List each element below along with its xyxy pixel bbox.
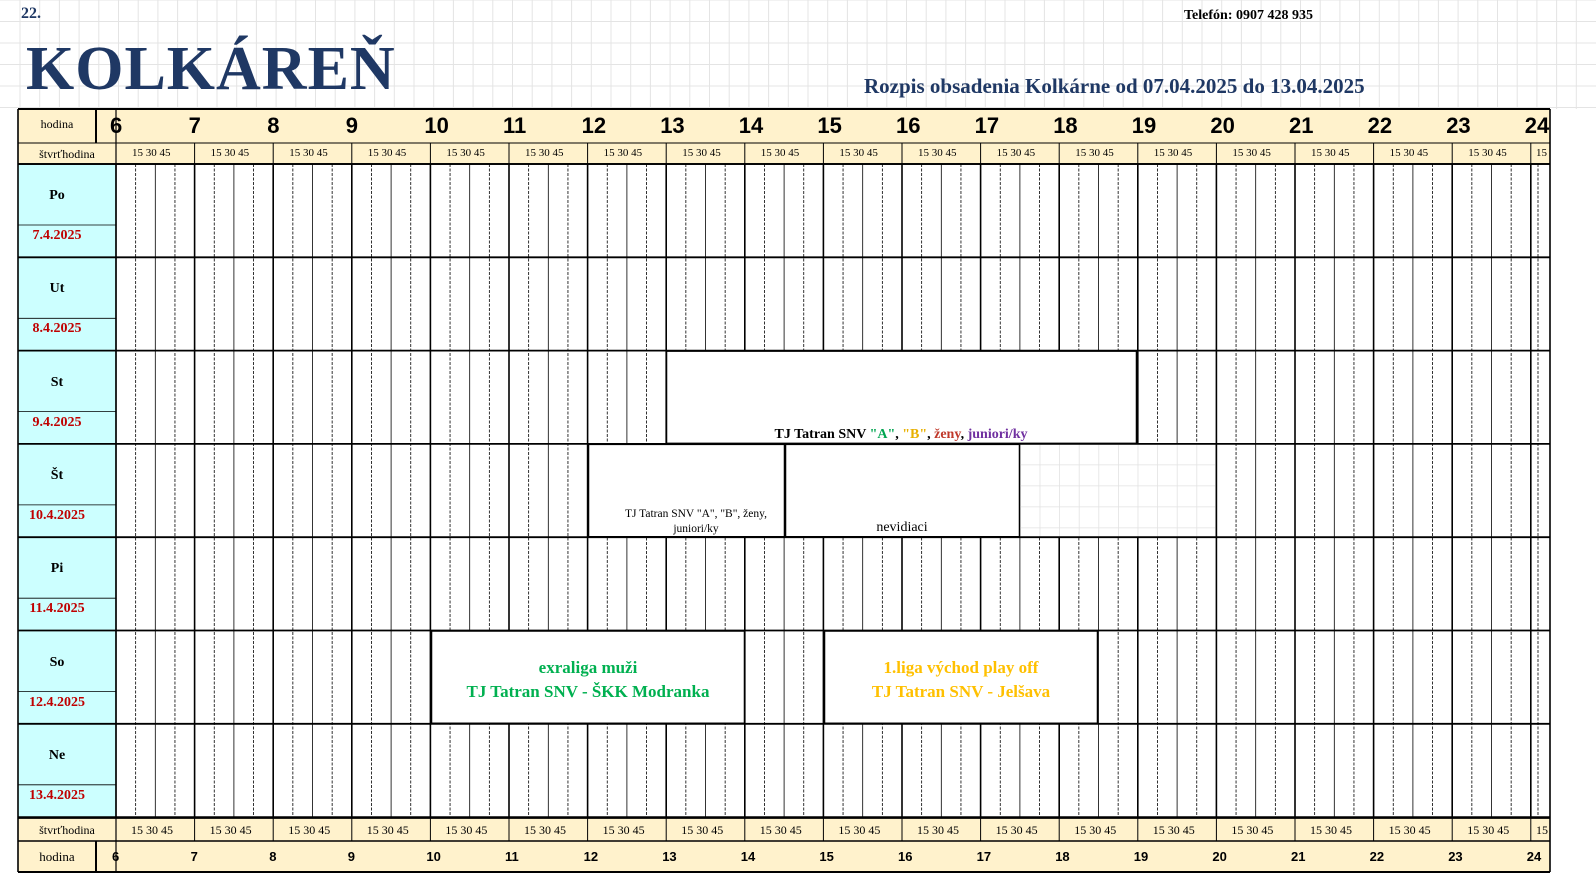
quarter-header-marks: 15 30 45 xyxy=(1232,147,1271,159)
day-name-0: Po xyxy=(49,188,65,203)
hour-header-label-21: 21 xyxy=(1289,113,1314,138)
hour-footer-label-19: 19 xyxy=(1133,849,1149,864)
hour-footer-label-24: 24 xyxy=(1526,849,1542,864)
hour-header-label-8: 8 xyxy=(267,113,280,138)
hour-footer-label-18: 18 xyxy=(1055,849,1070,864)
hour-header-label-12: 12 xyxy=(581,113,607,138)
quarter-header-marks: 15 30 45 xyxy=(367,147,407,159)
hour-header-label-6: 6 xyxy=(110,113,123,138)
quarter-header-marks: 15 30 45 xyxy=(760,147,800,159)
hour-footer-label-20: 20 xyxy=(1212,849,1227,864)
quarter-footer-marks: 15 30 45 xyxy=(995,823,1038,837)
hour-header-label-22: 22 xyxy=(1367,113,1393,138)
quarter-footer-marks: 15 30 45 xyxy=(602,823,645,837)
quarter-header-marks: 15 30 45 xyxy=(682,147,721,159)
quarter-footer-marks: 15 30 45 xyxy=(1074,823,1117,837)
event-so-extraliga xyxy=(431,656,745,704)
hour-footer-label-21: 21 xyxy=(1291,849,1306,864)
event-so-liga-match: TJ Tatran SNV - Jelšava xyxy=(871,682,1051,701)
day-name-2: St xyxy=(50,374,64,390)
day-name-1: Ut xyxy=(49,281,65,297)
day-date-6: 13.4.2025 xyxy=(29,787,85,803)
hour-header-label-10: 10 xyxy=(424,113,449,138)
page-title: KOLKÁREŇ xyxy=(26,35,396,103)
quarter-header-marks: 15 30 45 xyxy=(525,147,564,159)
day-name-5: So xyxy=(49,654,65,670)
event-st-sep: , xyxy=(895,427,903,442)
event-st-juniors: juniori/ky xyxy=(967,427,1028,442)
page-subtitle: Rozpis obsadenia Kolkárne od 07.04.2025 do 13.04.2025 xyxy=(864,74,1365,98)
hour-footer-label-23: 23 xyxy=(1448,849,1463,864)
day-date-3: 10.4.2025 xyxy=(29,507,85,523)
hour-header-label-24: 24 xyxy=(1524,113,1550,138)
hour-footer-label-13: 13 xyxy=(662,849,677,864)
quarter-header-marks: 15 30 45 xyxy=(1153,147,1193,159)
event-so-extraliga-match: TJ Tatran SNV - ŠKK Modranka xyxy=(466,682,710,701)
hour-header-label-11: 11 xyxy=(503,113,527,138)
hour-header-label-7: 7 xyxy=(188,113,201,138)
quarter-footer-marks: 15 30 45 xyxy=(917,823,959,837)
event-stv-nevidiaci: nevidiaci xyxy=(876,520,928,535)
day-name-3: Št xyxy=(50,467,64,483)
day-name-6: Ne xyxy=(48,747,66,763)
hour-footer-label-7: 7 xyxy=(190,849,198,864)
quarter-footer-marks: 15 30 45 xyxy=(1231,823,1274,837)
quarter-header-marks: 15 30 45 xyxy=(839,147,878,159)
hour-footer-label-16: 16 xyxy=(898,849,913,864)
hour-header-label-13: 13 xyxy=(660,113,685,138)
event-st-team-a: "A" xyxy=(869,427,896,442)
event-st-sep: , xyxy=(927,427,935,442)
sheet-number: 22. xyxy=(21,5,41,22)
quarter-footer-marks: 15 30 45 xyxy=(445,823,488,837)
day-date-5: 12.4.2025 xyxy=(29,694,85,710)
quarter-footer-marks: 15 30 45 xyxy=(366,823,409,837)
quarter-footer-marks: 15 30 45 xyxy=(1152,823,1195,837)
quarter-footer-marks: 15 30 45 xyxy=(681,823,724,837)
hour-footer-label-15: 15 xyxy=(819,849,834,864)
quarter-footer-marks: 15 30 45 xyxy=(131,823,173,837)
hour-header-label-9: 9 xyxy=(345,113,359,138)
day-date-0: 7.4.2025 xyxy=(32,228,82,243)
hour-footer-label-9: 9 xyxy=(347,849,356,864)
quarter-header-marks: 15 30 45 xyxy=(132,147,171,159)
quarter-header-marks: 15 30 45 xyxy=(210,147,250,159)
day-name-4: Pi xyxy=(50,561,64,577)
hour-footer-label-12: 12 xyxy=(583,849,599,864)
hour-header-label-17: 17 xyxy=(974,113,1000,138)
quarter-footer-marks: 15 30 45 xyxy=(524,823,566,837)
event-st-sep: , xyxy=(960,427,968,442)
quarter-footer-marks: 15 30 45 xyxy=(1310,823,1352,837)
hour-header-label: hodina xyxy=(40,117,74,131)
event-st-tatran xyxy=(666,427,1136,443)
hour-header-label-20: 20 xyxy=(1210,113,1235,138)
quarter-footer-marks: 15 30 45 xyxy=(759,823,802,837)
event-st-women: ženy xyxy=(934,427,961,442)
event-so-extraliga-title: exraliga muži xyxy=(538,658,638,677)
hour-footer-label-11: 11 xyxy=(505,849,519,864)
event-stv-tatran: TJ Tatran SNV "A", "B", ženy, juniori/ky xyxy=(624,508,767,535)
hour-footer-label-10: 10 xyxy=(426,849,441,864)
day-date-1: 8.4.2025 xyxy=(32,321,82,337)
quarter-footer-label: štvrťhodina xyxy=(39,823,95,837)
quarter-header-trailing: 15 xyxy=(1536,147,1547,159)
hour-footer-label-22: 22 xyxy=(1369,849,1385,864)
quarter-header-marks: 15 30 45 xyxy=(446,147,485,159)
hour-header-label-14: 14 xyxy=(738,113,764,138)
quarter-footer-marks: 15 30 45 xyxy=(288,823,331,837)
hour-header-label-19: 19 xyxy=(1131,113,1157,138)
hour-footer-label: hodina xyxy=(39,849,75,864)
quarter-header-marks: 15 30 45 xyxy=(1389,147,1429,159)
event-st-team-b: "B" xyxy=(902,427,928,442)
hour-footer-label-8: 8 xyxy=(269,849,277,864)
quarter-header-marks: 15 30 45 xyxy=(1311,147,1350,159)
event-so-liga xyxy=(824,656,1098,704)
quarter-footer-marks: 15 30 45 xyxy=(209,823,252,837)
quarter-header-marks: 15 30 45 xyxy=(603,147,643,159)
phone-number: Telefón: 0907 428 935 xyxy=(1184,8,1313,23)
hour-header-label-15: 15 xyxy=(817,113,842,138)
quarter-footer-trailing: 15 xyxy=(1536,823,1548,837)
quarter-header-marks: 15 30 45 xyxy=(1075,147,1114,159)
quarter-header-marks: 15 30 45 xyxy=(289,147,328,159)
quarter-header-marks: 15 30 45 xyxy=(918,147,957,159)
quarter-footer-marks: 15 30 45 xyxy=(1467,823,1510,837)
quarter-footer-marks: 15 30 45 xyxy=(838,823,881,837)
event-st-prefix: TJ Tatran SNV xyxy=(774,427,870,442)
hour-footer-label-14: 14 xyxy=(740,849,756,864)
quarter-header-marks: 15 30 45 xyxy=(1468,147,1507,159)
event-so-liga-title: 1.liga východ play off xyxy=(883,658,1039,677)
day-date-2: 9.4.2025 xyxy=(32,414,82,430)
hour-header-label-18: 18 xyxy=(1053,113,1078,138)
hour-footer-label-6: 6 xyxy=(112,849,120,864)
hour-header-label-23: 23 xyxy=(1446,113,1471,138)
day-date-4: 11.4.2025 xyxy=(29,601,85,617)
quarter-header-marks: 15 30 45 xyxy=(996,147,1036,159)
quarter-header-label: štvrťhodina xyxy=(39,147,95,161)
quarter-footer-marks: 15 30 45 xyxy=(1388,823,1431,837)
hour-footer-label-17: 17 xyxy=(976,849,992,864)
hour-header-label-16: 16 xyxy=(896,113,921,138)
